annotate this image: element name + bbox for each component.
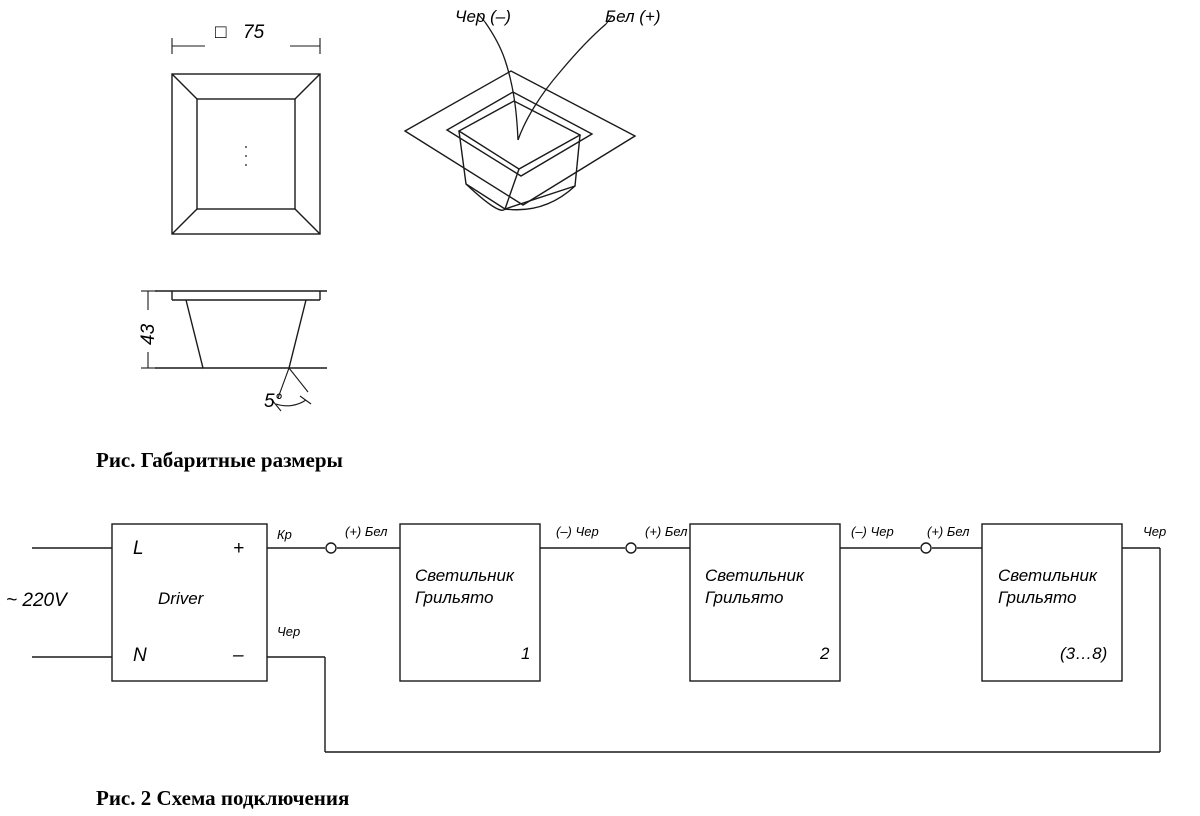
scheme-wiring <box>32 524 1160 752</box>
figure-2-caption: Рис. 2 Схема подключения <box>96 786 350 810</box>
wire-label-in-1: (+) Бел <box>345 524 388 539</box>
driver-title: Driver <box>158 589 204 608</box>
wire-label-in-2: (+) Бел <box>645 524 688 539</box>
wire-label-out-1: (–) Чер <box>556 524 599 539</box>
wire-label-out-2: (–) Чер <box>851 524 894 539</box>
luminaire-2-title-line1: Светильник <box>705 566 805 585</box>
isometric-view <box>405 71 635 210</box>
side-view-section <box>155 291 327 368</box>
driver-terminal-minus: – <box>233 645 244 666</box>
driver-out-bottom-label: Чер <box>277 624 301 639</box>
dimension-height-label: 43 <box>138 323 159 345</box>
plan-view-square <box>172 74 320 234</box>
luminaire-3-title-line2: Грильято <box>998 588 1077 607</box>
luminaire-3-title <box>998 565 1097 609</box>
driver-terminal-plus: + <box>233 538 245 559</box>
driver-out-top-label: Кр <box>277 527 292 542</box>
wire-label-in-3: (+) Бел <box>927 524 970 539</box>
driver-terminal-l: L <box>133 538 144 559</box>
callout-white-positive: Бел (+) <box>605 7 661 26</box>
callout-black-negative: Чер (–) <box>455 7 511 26</box>
figure-1-caption: Рис. Габаритные размеры <box>96 448 343 472</box>
driver-terminal-n: N <box>133 645 147 666</box>
dimension-width-label: 75 <box>243 22 265 43</box>
luminaire-1-number: 1 <box>521 644 531 663</box>
luminaire-3-number: (3…8) <box>1060 644 1108 663</box>
isometric-wires <box>485 22 606 140</box>
luminaire-2-title-line2: Грильято <box>705 588 784 607</box>
luminaire-3-title-line1: Светильник <box>998 566 1098 585</box>
luminaire-2-number: 2 <box>820 644 830 663</box>
luminaire-1-title-line2: Грильято <box>415 588 494 607</box>
square-symbol: □ <box>215 22 227 43</box>
mains-label: ~ 220V <box>6 590 67 611</box>
luminaire-2-title <box>705 565 804 609</box>
wire-label-out-3: Чер <box>1143 524 1167 539</box>
luminaire-1-title <box>415 565 514 609</box>
luminaire-1-title-line1: Светильник <box>415 566 515 585</box>
dimension-angle-label: 5° <box>264 391 283 412</box>
